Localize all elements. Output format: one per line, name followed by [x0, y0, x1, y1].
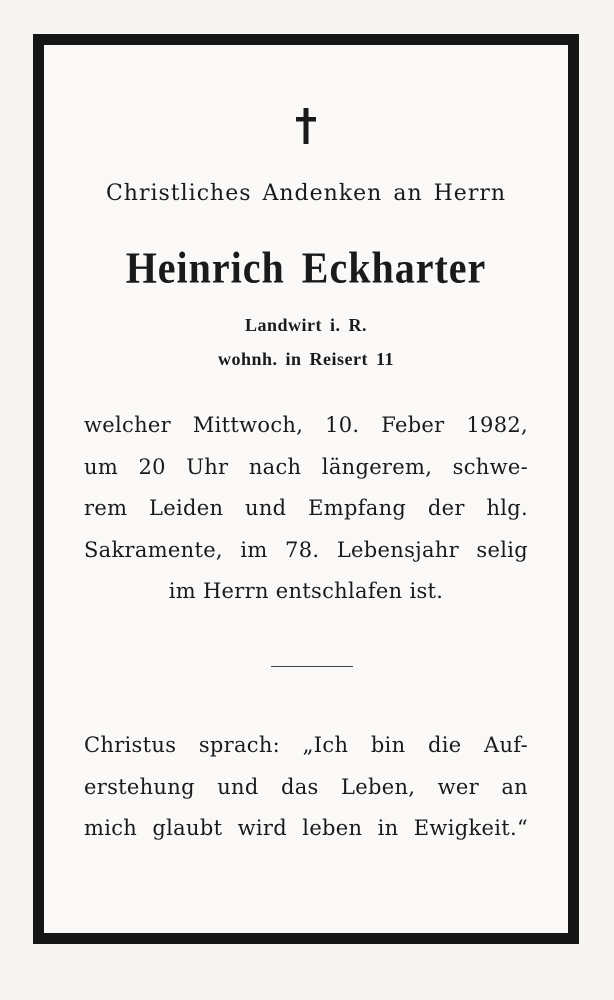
- occupation: Landwirt i. R.: [244, 315, 367, 335]
- bio-line: welcher Mittwoch, 10. Feber 1982,: [84, 413, 528, 437]
- memorial-card: [33, 34, 579, 944]
- bio-line: rem Leiden und Empfang der hlg.: [84, 496, 528, 520]
- residence: wohnh. in Reisert 11: [217, 349, 395, 369]
- quote-line: Christus sprach: „Ich bin die Auf-: [84, 733, 528, 757]
- deceased-name: Heinrich Eckharter: [125, 242, 487, 293]
- cross-icon-wrapper: [44, 107, 568, 147]
- bible-quote: [84, 725, 528, 850]
- death-notice-text: [84, 405, 528, 613]
- cross-icon: [295, 107, 317, 145]
- intro-text: Christliches Andenken an Herrn: [105, 181, 507, 206]
- divider-line: [271, 666, 353, 667]
- bio-line: um 20 Uhr nach längerem, schwe-: [84, 454, 528, 479]
- quote-line: mich glaubt wird leben in Ewigkeit.“: [84, 816, 528, 840]
- card-content: [44, 45, 568, 933]
- bio-line: Sakramente, im 78. Lebensjahr selig: [84, 537, 528, 562]
- bio-line: im Herrn entschlafen ist.: [168, 579, 444, 603]
- quote-line: erstehung und das Leben, wer an: [84, 774, 528, 799]
